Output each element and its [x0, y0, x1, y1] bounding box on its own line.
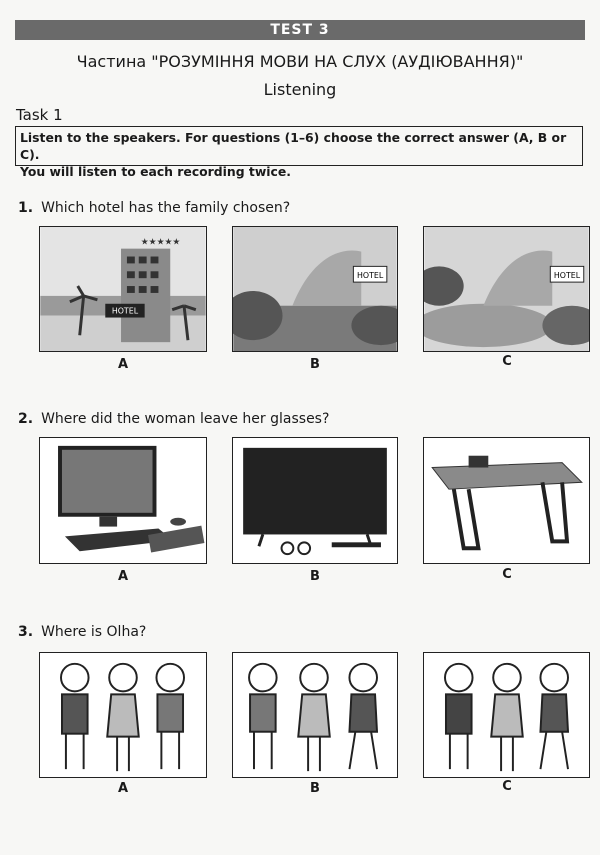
question-number: 3. [18, 624, 34, 640]
option-label: B [310, 569, 320, 584]
question-text: Where did the woman leave her glasses? [41, 411, 330, 427]
question-1 [18, 200, 290, 216]
question-text: Which hotel has the family chosen? [41, 200, 291, 216]
question-number: 1. [18, 200, 34, 216]
hotel-sign: HOTEL [553, 271, 581, 281]
option-label: A [117, 357, 129, 372]
question-2 [18, 411, 329, 427]
hotel-sign: HOTEL [111, 306, 139, 316]
option-image-2b[interactable] [232, 437, 398, 564]
svg-text:★★★★★: ★★★★★ [140, 237, 181, 248]
instruction-line: Listen to the speakers. For questions (1–6) choose the correct answer (A, B or C). [20, 130, 567, 162]
option-image-3b[interactable] [232, 652, 398, 778]
question-3 [18, 624, 146, 640]
instructions-box [15, 126, 583, 179]
option-label: A [117, 569, 129, 584]
question-number: 2. [18, 411, 34, 427]
option-image-3a[interactable] [39, 652, 207, 778]
option-label: C [502, 779, 512, 794]
option-image-2a[interactable] [39, 437, 207, 564]
question-text: Where is Olha? [41, 624, 147, 640]
section-title: Listening [263, 80, 337, 99]
option-image-2c[interactable] [423, 437, 590, 564]
option-label: C [502, 354, 512, 369]
hotel-sign: HOTEL [356, 271, 384, 281]
option-image-3c[interactable] [423, 652, 590, 778]
test-banner: TEST 3 [15, 20, 585, 40]
option-image-1c[interactable] [423, 226, 590, 352]
option-image-1b[interactable] [232, 226, 398, 352]
option-image-1a[interactable] [39, 226, 207, 352]
option-label: B [310, 781, 320, 796]
option-label: A [117, 781, 129, 796]
option-label: C [502, 567, 512, 582]
task-heading: Task 1 [16, 106, 63, 124]
part-title: Частина "РОЗУМІННЯ МОВИ НА СЛУХ (АУДІЮВАННЯ)" [76, 52, 524, 71]
option-label: B [310, 357, 320, 372]
instruction-line: You will listen to each recording twice. [20, 164, 291, 179]
